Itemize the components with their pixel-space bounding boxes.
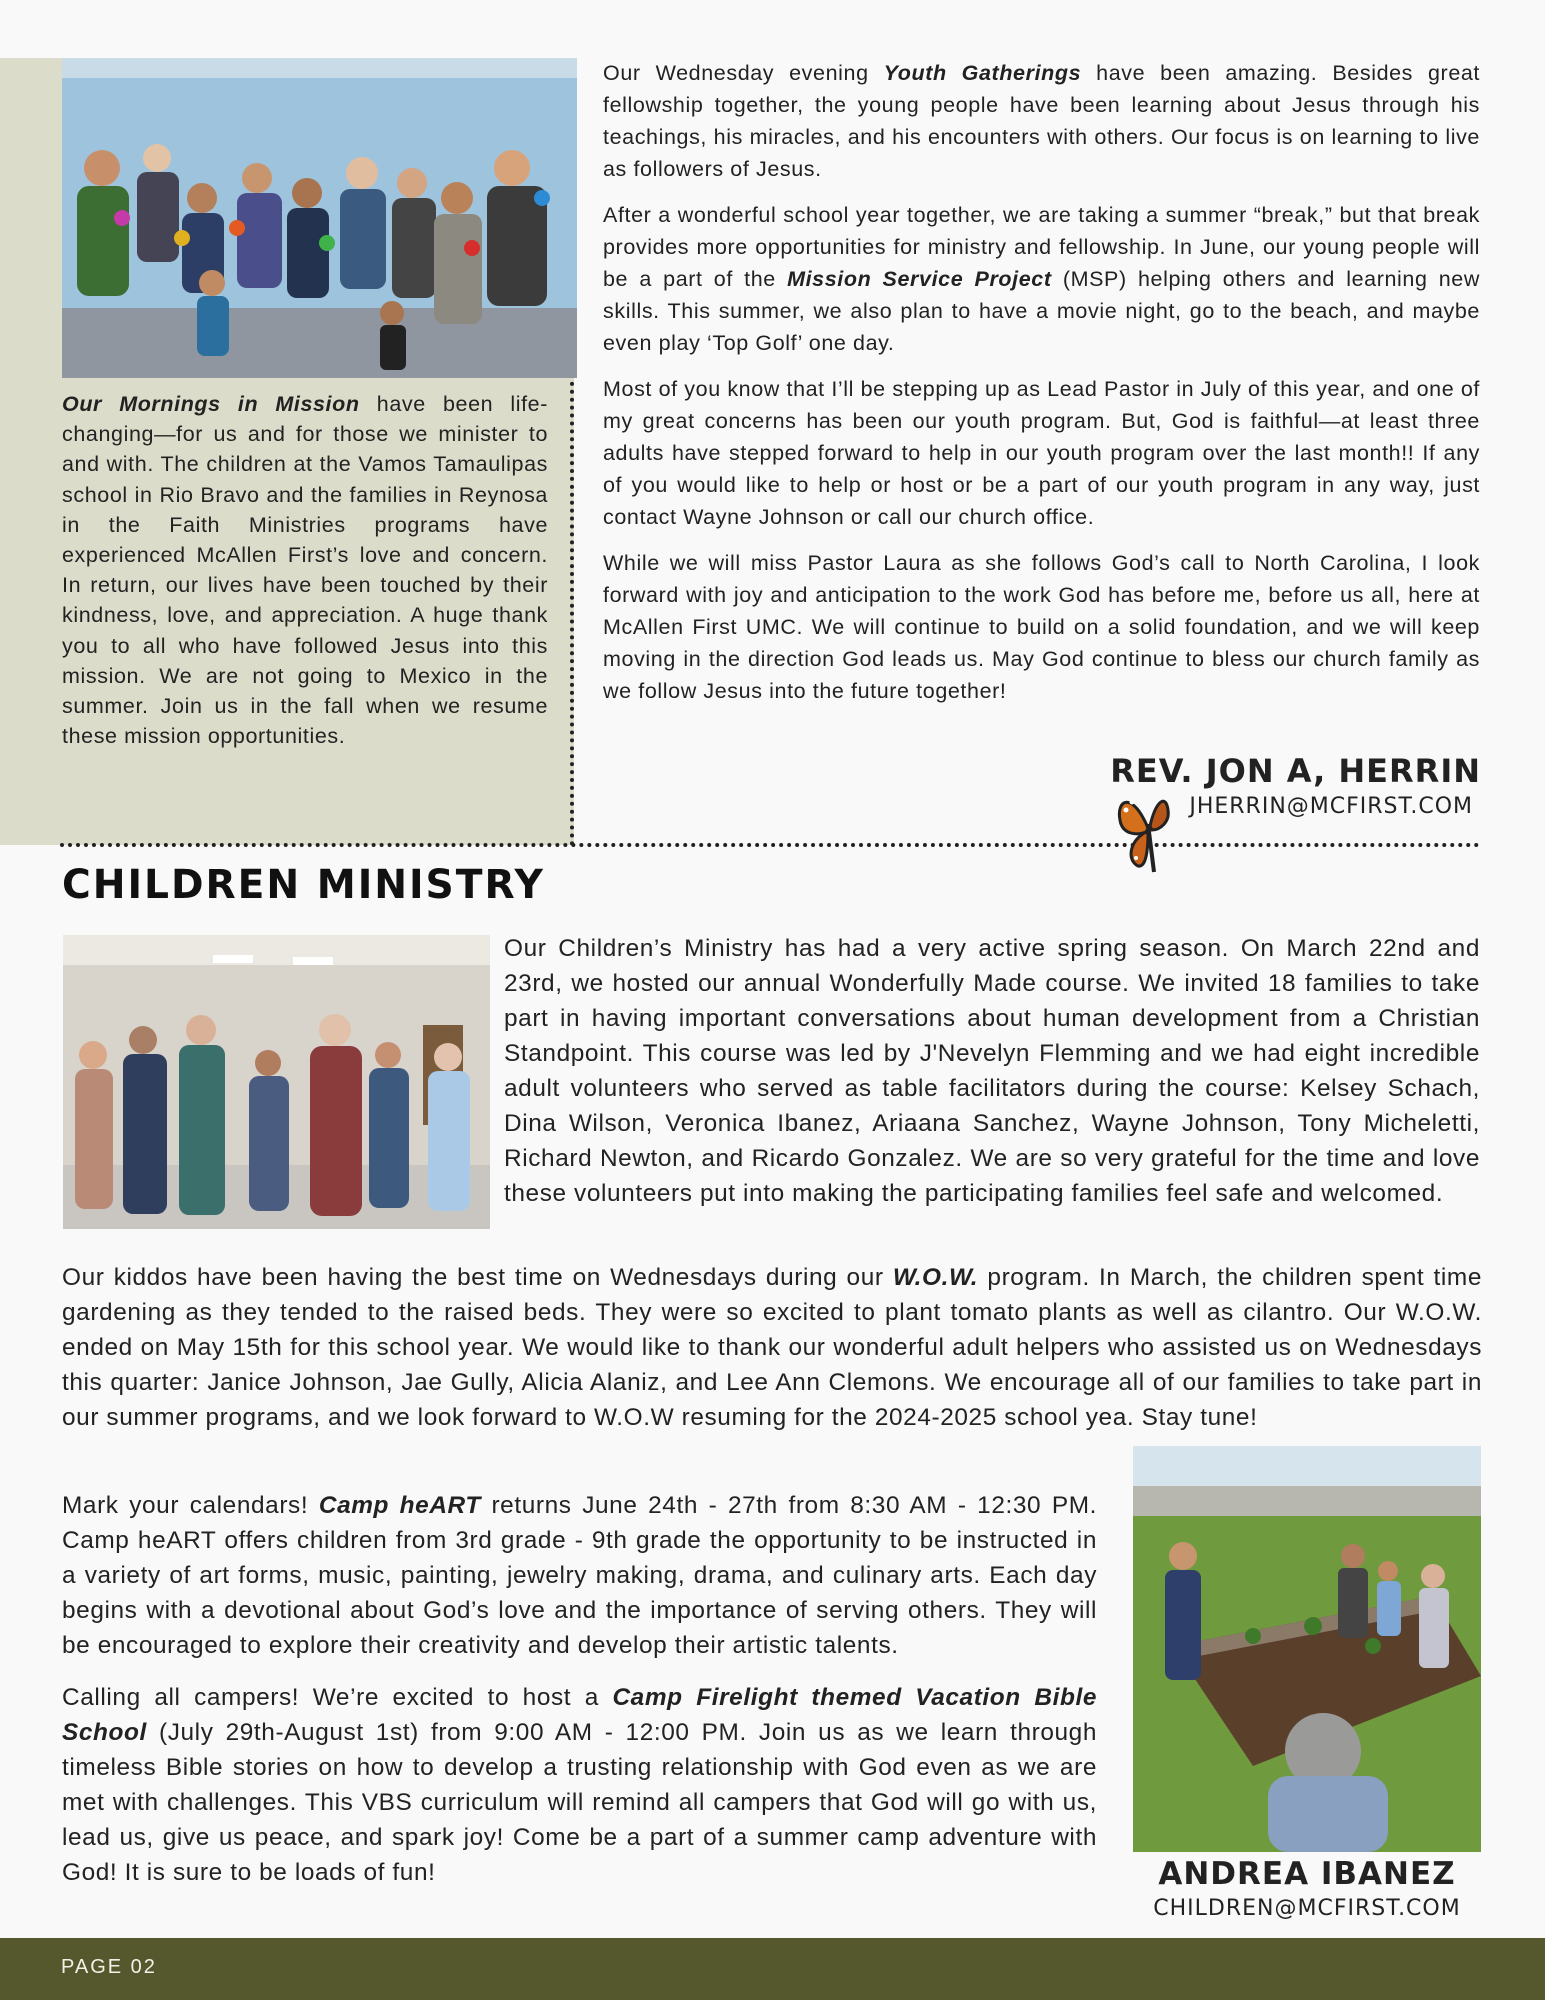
pastor-signature-email: JHERRIN@MCFIRST.COM (1189, 794, 1473, 819)
summer-break-paragraph: After a wonderful school year together, we are taking a summer “break,” but that break provides more opportunities for ministry and fellowship. In June, our young people will be a part of the Mission Service Project (MSP) helping others and learning new skills. This summer, we also plan to have a movie night, go to the beach, and maybe even play ‘Top Golf’ one day. (603, 203, 1480, 355)
page-footer (0, 1938, 1545, 2000)
horizontal-dotted-divider (60, 843, 1480, 847)
children-intro-text (504, 931, 1480, 1228)
children-signature-name: ANDREA IBANEZ (1158, 1856, 1456, 1892)
wonderfully-made-paragraph: Our Children’s Ministry has had a very active spring season. On March 22nd and 23rd, we hosted our annual Wonderfully Made course. We invited 18 families to take part in having important conversations about human development from a Christian Standpoint. This course was led by J'Nevelyn Flemming and we had eight incredible adult volunteers who served as table facilitators during the course: Kelsey Schach, Dina Wilson, Veronica Ibanez, Ariaana Sanchez, Wayne Johnson, Tony Micheletti, Richard Newton, and Ricardo Gonzalez. We are so very grateful for the time and love these volunteers put into making the participating families feel safe and welcomed. (504, 935, 1480, 1207)
pastor-letter (603, 57, 1480, 721)
missions-sidebar-body: have been life-changing—for us and for those we minister to and with. The children at the Vamos Tamaulipas school in Rio Bravo and the families in Reynosa in the Faith Ministries programs have experienced McAllen First’s love and concern. In return, our lives have been touched by their kindness, love, and appreciation. A huge thank you to all who have followed Jesus into this mission. We are not going to Mexico in the summer. Join us in the fall when we resume these mission opportunities. (62, 392, 548, 749)
children-signature-email: CHILDREN@MCFIRST.COM (1153, 1896, 1461, 1921)
garden-photo (1133, 1446, 1481, 1852)
volunteers-photo (63, 935, 490, 1229)
wow-text (62, 1260, 1482, 1452)
summer-programs-text (62, 1488, 1097, 1907)
missions-sidebar-emphasis: Our Mornings in Mission (62, 392, 360, 416)
missions-sidebar-text (62, 389, 548, 751)
vbs-paragraph: Calling all campers! We’re excited to host a Camp Firelight themed Vacation Bible School (July 29th-August 1st) from 9:00 AM - 12:00 PM. Join us as we learn through timeless Bible stories on how to develop a trusting relationship with God even as we are met with challenges. This VBS curriculum will remind all campers that God will go with us, lead us, give us peace, and spark joy! Come be a part of a summer camp adventure with God! It is sure to be loads of fun! (62, 1684, 1097, 1886)
wow-paragraph: Our kiddos have been having the best time on Wednesdays during our W.O.W. program. In March, the children spent time gardening as they tended to the raised beds. They were so excited to plant tomato plants as well as cilantro. Our W.O.W. ended on May 15th for this school year. We would like to thank our wonderful adult helpers who assisted us on Wednesdays this quarter: Janice Johnson, Jae Gully, Alicia Alaniz, and Lee Ann Clemons. We encourage all of our families to take part in our summer programs, and we look forward to W.O.W resuming for the 2024-2025 school yea. Stay tune! (62, 1264, 1482, 1431)
youth-group-photo (62, 58, 577, 378)
camp-heart-paragraph: Mark your calendars! Camp heART returns June 24th - 27th from 8:30 AM - 12:30 PM. Camp heART offers children from 3rd grade - 9th grade the opportunity to be instructed in a variety of art forms, music, painting, jewelry making, drama, and culinary arts. Each day begins with a devotional about God’s love and the importance of serving others. They will be encouraged to explore their creativity and develop their artistic talents. (62, 1492, 1097, 1659)
farewell-paragraph: While we will miss Pastor Laura as she follows God’s call to North Carolina, I look forward with joy and anticipation to the work God has before me, before us all, here at McAllen First UMC. We will continue to build on a solid foundation, and we will keep moving in the direction God leads us. May God continue to bless our church family as we follow Jesus into the future together! (603, 551, 1480, 703)
pastor-signature-name: REV. JON A, HERRIN (1110, 752, 1481, 790)
youth-gatherings-paragraph: Our Wednesday evening Youth Gatherings have been amazing. Besides great fellowship together, the young people have been learning about Jesus through his teachings, his miracles, and his encounters with others. Our focus is on learning to live as followers of Jesus. (603, 61, 1481, 181)
butterfly-icon (1112, 780, 1182, 876)
lead-pastor-paragraph: Most of you know that I’ll be stepping up as Lead Pastor in July of this year, and one of my great concerns has been our youth program. But, God is faithful—at least three adults have stepped forward to help in our youth program over the last month!! If any of you would like to help or host or be a part of our youth program in any way, just contact Wayne Johnson or call our church office. (603, 377, 1480, 529)
vertical-dotted-divider (570, 366, 574, 846)
children-ministry-heading: CHILDREN MINISTRY (62, 862, 545, 908)
page-number: PAGE 02 (61, 1956, 157, 1978)
